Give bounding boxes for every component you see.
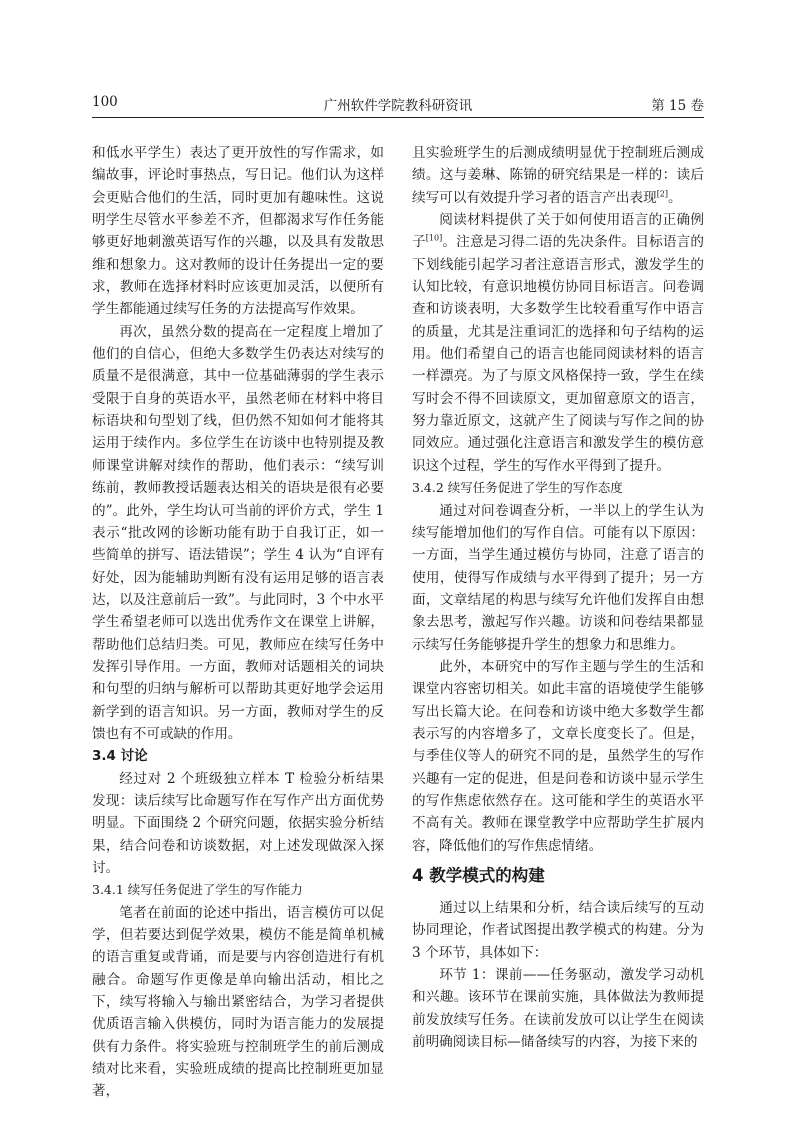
paragraph-text: 。注意是习得二语的先决条件。目标语言的下划线能引起学习者注意语言形式，激发学生的认知比较，有意识地模仿协同目标语言。问卷调查和访谈表明，大多数学生比较看重写作中语言的质量，尤其是注重词汇的选择和句子结构的运用。他们希望自己的语言也能同阅读材料的语言一样漂亮。为了与原文风格保持一致，学生在续写时会不得不回读原文，更加留意原文的语言，努力靠近原文，这就产生了阅读与写作之间的协同效应。通过强化注意语言和激发学生的模仿意识这个过程，学生的写作水平得到了提升。 [412, 234, 705, 474]
paragraph-text: 且实验班学生的后测成绩明显优于控制班后测成绩。这与姜琳、陈锦的研究结果是一样的：读后续写可以有效提升学习者的语言产出表现 [412, 145, 704, 206]
volume-label: 第 15 卷 [651, 98, 704, 114]
paragraph: 通过对问卷调查分析，一半以上的学生认为续写能增加他们的写作自信。可能有以下原因：一方面，当学生通过模仿与协同，注意了语言的使用，使得写作成绩与水平得到了提升；另一方面，文章结尾的构思与续写允许他们发挥自由想象去思考，激起写作兴趣。访谈和问卷结果都显示续写任务能够提升学生的想象力和思维力。 [412, 502, 704, 653]
paragraph [412, 142, 704, 209]
paragraph: 再次，虽然分数的提高在一定程度上增加了他们的自信心，但绝大多数学生仍表达对续写的质量不是很满意，其中一位基础薄弱的学生表示受限于自身的英语水平，虽然老师在材料中将目标语块和句型划了线，但仍然不知如何才能将其运用于续作内。多位学生在访谈中也特别提及教师课堂讲解对续作的帮助，他们表示：“续写训练前，教师教授话题表达相关的语块是很有必要的”。此外，学生均认可当前的评价方式，学生 1 表示“批改网的诊断功能有助于自我订正，如一些简单的拼写、语法错误”；学生 4 认为“自评有好处，因为能辅助判断有没有运用足够的语言表达，以及注意前后一致”。与此同时，3 个中水平学生希望老师可以选出优秀作文在课堂上讲解，帮助他们总结归类。可见，教师应在续写任务中发挥引导作用。一方面，教师对话题相关的词块和句型的归纳与解析可以帮助其更好地学会运用新学到的语言知识。另一方面，教师对学生的反馈也有不可或缺的作用。 [92, 323, 384, 742]
page-number: 100 [92, 94, 118, 110]
paragraph: 通过以上结果和分析，结合读后续写的互动协同理论，作者试图提出教学模式的构建。分为 3 个环节，具体如下： [412, 900, 704, 961]
subsection-heading-3-4-2: 3.4.2 续写任务促进了学生的写作态度 [412, 480, 623, 496]
paragraph: 经过对 2 个班级独立样本 T 检验分析结果发现：读后续写比命题写作在写作产出方面优势明显。下面围绕 2 个研究问题，依据实验分析结果，结合问卷和访谈数据，对上述发现做深入探讨。 [92, 770, 384, 876]
paragraph: 环节 1：课前——任务驱动，激发学习动机和兴趣。该环节在课前实施，具体做法为教师提前发放续写任务。在读前发放可以让学生在阅读前明确阅读目标—储备续写的内容，为接下来的 [412, 967, 704, 1051]
section-heading-3-4: 3.4 讨论 [92, 748, 148, 765]
paragraph: 此外，本研究中的写作主题与学生的生活和课堂内容密切相关。如此丰富的语境使学生能够写出长篇大论。在问卷和访谈中绝大多数学生都表示写的内容增多了，文章长度变长了。但是，与季佳仪等人的研究不同的是，虽然学生的写作兴趣有一定的促进，但是问卷和访谈中显示学生的写作焦虑依然存在。这可能和学生的英语水平不高有关。教师在课堂教学中应帮助学生扩展内容，降低他们的写作焦虑情绪。 [412, 658, 704, 854]
paragraph: 和低水平学生）表达了更开放性的写作需求，如编故事，评论时事热点，写日记。他们认为这样会更贴合他们的生活，同时更加有趣味性。这说明学生尽管水平参差不齐，但都渴求写作任务能够更好地刺激英语写作的兴趣，以及具有发散思维和想象力。这对教师的设计任务提出一定的要求，教师在选择材料时应该更加灵活，以便所有学生都能通过续写任务的方法提高写作效果。 [92, 145, 384, 318]
left-column [92, 142, 384, 1103]
citation: [10] [425, 233, 443, 243]
paragraph [412, 209, 704, 477]
journal-title: 广州软件学院教科研资讯 [323, 98, 473, 114]
citation: [2] [656, 189, 669, 199]
running-header [92, 94, 704, 114]
subsection-heading-3-4-1: 3.4.1 续写任务促进了学生的写作能力 [92, 882, 303, 898]
header-rule [92, 117, 704, 118]
paragraph-text: 阅读材料提供了关于如何使用语言的正确例子 [412, 212, 704, 251]
paragraph-text: 。 [668, 189, 682, 206]
paragraph: 笔者在前面的论述中指出，语言模仿可以促学，但若要达到促学效果，模仿不能是简单机械的语言重复或背诵，而是要与内容创造进行有机融合。命题写作更像是单向输出活动，相比之下，续写将输入与输出紧密结合，为学习者提供优质语言输入供模仿，同时为语言能力的发展提供有力条件。将实验班与控制班学生的前后测成绩对比来看，实验班成绩的提高比控制班更加显著， [92, 904, 384, 1100]
section-heading-4: 4 教学模式的构建 [412, 866, 545, 885]
right-column [412, 142, 704, 1053]
